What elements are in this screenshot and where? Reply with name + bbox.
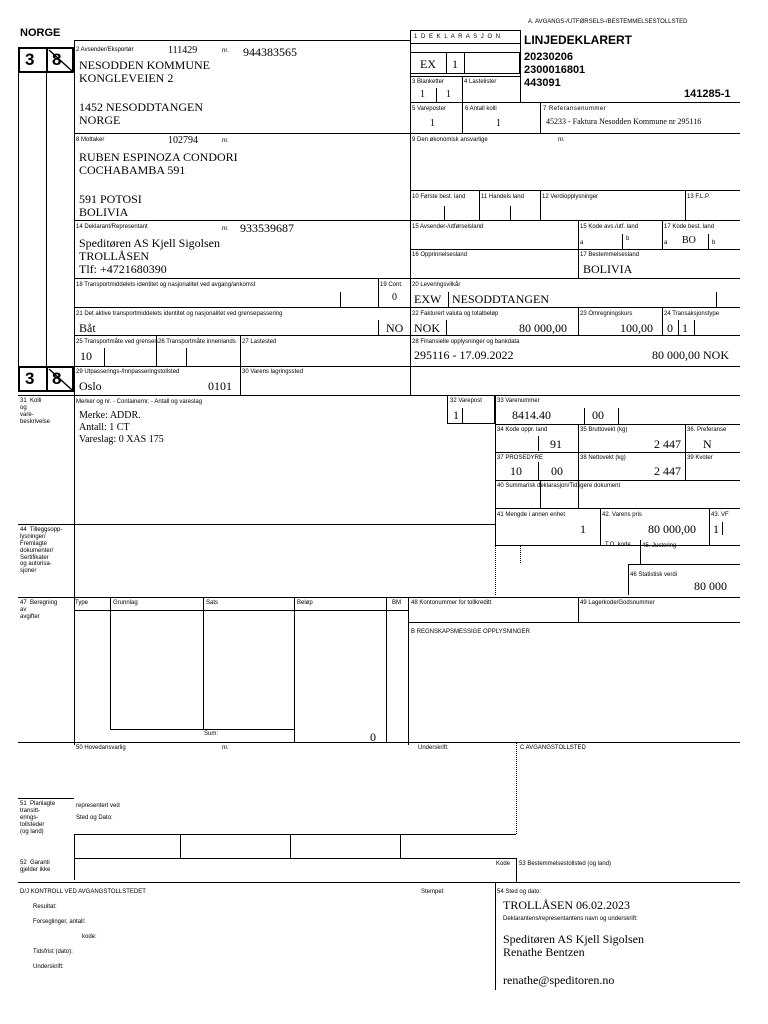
field-dj-label: D/J KONTROLL VED AVGANGSTOLLSTEDET: [20, 889, 146, 895]
commodity-code-extra: 00: [592, 408, 604, 422]
tax-col-type: Type: [75, 600, 89, 606]
declarant-name: Speditøren AS Kjell Sigolsen: [79, 236, 220, 250]
field-17a-label: 17 Kode best. land: [664, 224, 715, 230]
field-54-label: 54 Sted og dato:: [497, 889, 542, 895]
stamp-label: Stempel:: [421, 889, 445, 895]
consignee-name: RUBEN ESPINOZA CONDORI: [79, 150, 238, 164]
exporter-orgnr: 944383565: [243, 45, 297, 59]
strike-icon: [46, 47, 74, 73]
field-25-label: 25 Transportmåte ved grensen: [76, 339, 158, 345]
goods-count: Antall: 1 CT: [79, 422, 130, 433]
delivery-terms-code: EXW: [414, 292, 442, 306]
commodity-code: 8414.40: [512, 408, 551, 422]
field-39-label: 39 Kvoter: [687, 455, 713, 461]
container-flag: 0: [392, 292, 397, 303]
field-15a-label: 15 Kode avs./utf. land: [580, 224, 639, 230]
tax-sum: 0: [370, 730, 376, 744]
field-31-label: Merker og nr. - Containernr. - Antall og vareslag: [76, 399, 203, 405]
exit-office-place: Oslo: [79, 379, 102, 393]
tax-col-base: Grunnlag: [113, 600, 138, 606]
exporter-country: NORGE: [79, 113, 121, 127]
package-count: 1: [496, 118, 501, 129]
exporter-number: 111429: [168, 45, 198, 56]
declarant-orgnr: 933539687: [240, 221, 294, 235]
sheet-number-bottom: 3: [25, 369, 35, 388]
strike-icon: [46, 366, 74, 392]
financial-reference: 295116 - 17.09.2022: [414, 348, 514, 362]
tax-col-bm: BM: [392, 600, 401, 606]
control-signature-label: Underskrift:: [33, 964, 64, 970]
field-37-label: 37 PROSEDYRE: [497, 455, 544, 461]
copy-label: A. AVGANGS-/UTFØRSELS-/BESTEMMELSESTOLLSTED: [528, 19, 688, 25]
declaration-type: EX: [420, 57, 436, 71]
item-count: 1: [430, 118, 435, 129]
field-43-label: 43. VF: [711, 512, 729, 518]
reference-number: 45233 - Faktura Nesodden Kommune nr 295116: [546, 117, 702, 126]
statistical-value: 80 000: [694, 579, 727, 593]
net-weight: 2 447: [654, 464, 681, 478]
consignee-street: COCHABAMBA 591: [79, 163, 186, 177]
field-12-label: 12 Verdiopplysninger: [542, 194, 599, 200]
signature-label: Underskrift:: [418, 745, 449, 751]
forms-a: 1: [420, 89, 425, 100]
field-11-label: 11 Handels land: [481, 194, 524, 200]
transaction-type-a: 0: [667, 321, 673, 335]
reference-right: 141285-1: [684, 88, 731, 100]
field-32-label: 32 Varepost: [450, 398, 482, 404]
declaration-code: 1: [452, 57, 458, 71]
field-26-label: 26 Transportmåte innenlands: [158, 339, 236, 345]
declaration-place-date: TROLLÅSEN 06.02.2023: [503, 898, 630, 912]
declarant-signature-label: Deklarantens/representantens navn og underskrift:: [503, 916, 638, 922]
exporter-name: NESODDEN KOMMUNE: [79, 58, 210, 72]
field-30-label: 30 Varens lagringssted: [242, 369, 303, 375]
tax-col-rate: Sats: [206, 600, 219, 606]
field-40-label: 40 Summarisk deklarasjon/Tidligere dokument: [497, 483, 621, 489]
to-code-label: T.O. kode: [605, 542, 631, 548]
declarant-email: renathe@speditoren.no: [503, 973, 615, 987]
tax-col-amount: Beløp: [297, 600, 313, 606]
border-transport-nationality: NO: [386, 321, 404, 335]
destination-country: BOLIVIA: [583, 262, 633, 276]
seal-code-label: kode:: [82, 934, 97, 940]
field-38-label: 38 Nettovekt (kg): [580, 455, 626, 461]
reference-line-1: 20230206: [524, 51, 573, 63]
consignee-country: BOLIVIA: [79, 205, 129, 219]
goods-marks: Merke: ADDR.: [79, 410, 141, 421]
procedure-a: 10: [510, 464, 522, 478]
field-8-label: 8 Mottaker: [76, 137, 105, 143]
field-49-label: 49 Lagerkode/Godsnummer: [580, 600, 655, 606]
field-34-label: 34 Kode oppr. land: [497, 427, 548, 433]
field-42-label: 42. Varens pris: [602, 512, 642, 518]
reference-line-2: 2300016801: [524, 64, 586, 76]
destination-country-code: BO: [682, 235, 696, 246]
field-18-label: 18 Transportmiddelets identitet og nasjonalitet ved avgang/ankomst: [76, 282, 256, 288]
status-title: LINJEDEKLARERT: [524, 33, 633, 47]
field-2-label: 2 Avsender/Eksportør: [76, 47, 134, 53]
field-44-side-label: 44 Tilleggsopp- lysninger/ Fremlagte dokumenter/ Sertifikater og autorisa- sjoner: [20, 527, 63, 575]
field-3-label: 3 Blanketter: [412, 79, 445, 85]
field-9-label: 9 Den økonomisk ansvarlige: [412, 137, 488, 143]
exchange-rate: 100,00: [620, 321, 653, 335]
transaction-type-b: 1: [682, 321, 688, 335]
procedure-b: 00: [551, 464, 563, 478]
valuation-method: 1: [713, 522, 719, 536]
declarant-phone: Tlf: +4721680390: [79, 262, 167, 276]
deadline-label: Tidsfrist (dato):: [33, 949, 73, 955]
field-27-label: 27 Lastested: [242, 339, 277, 345]
field-7-label: 7 Referansenummer: [543, 106, 607, 112]
origin-country-code: 91: [550, 437, 562, 451]
field-6-label: 6 Antall kolli: [465, 106, 497, 112]
field-1-label: 1 D E K L A R A S J O N: [414, 34, 502, 40]
delivery-place: NESODDTANGEN: [452, 292, 550, 306]
sheet-total-top: 8: [52, 50, 62, 69]
exit-office-code: 0101: [208, 379, 232, 393]
exporter-city: 1452 NESODDTANGEN: [79, 100, 204, 114]
exporter-street: KONGLEVEIEN 2: [79, 71, 174, 85]
field-4-label: 4 Lastelister: [464, 79, 497, 85]
border-transport: Båt: [79, 321, 96, 335]
field-5-label: 5 Vareposter: [412, 106, 446, 112]
field-45-label: 45. Justering: [642, 543, 677, 549]
field-10-label: 10 Første best. land: [412, 194, 466, 200]
field-46-label: 46 Statistisk verdi: [630, 572, 678, 578]
field-b-label: B REGNSKAPSMESSIGE OPPLYSNINGER: [411, 629, 530, 635]
gross-weight: 2 447: [654, 437, 681, 451]
field-31-side-label: 31 Kolli og vare- beskrivelse: [20, 398, 51, 425]
consignee-number: 102794: [168, 135, 198, 146]
field-20-label: 20 Leveringsvilkår: [412, 282, 461, 288]
supplementary-quantity: 1: [580, 522, 586, 536]
field-21-label: 21 Det aktive transportmiddelets identitet og nasjonalitet ved grensepassering: [76, 311, 283, 317]
sheet-total-bottom: 8: [52, 369, 62, 388]
tax-sum-label: Sum:: [204, 731, 219, 737]
item-number: 1: [453, 408, 459, 422]
field-29-label: 29 Utpasserings-/Innpasseringstollsted: [76, 369, 180, 375]
field-22-label: 22 Fakturert valuta og totalbeløp: [412, 311, 499, 317]
invoice-amount: 80 000,00: [519, 321, 567, 335]
field-51-side-label: 51 Planlagte transitt- erings- tollsteder (og land): [20, 801, 56, 835]
field-c-label: C AVGANGSTOLLSTED: [520, 745, 586, 751]
field-52-side-label: 52 Garanti gjelder ikke: [20, 860, 51, 873]
field-23-label: 23 Omregningskurs: [580, 311, 633, 317]
field-33-label: 33 Varenummer: [497, 398, 540, 404]
field-53-label: 53 Bestemmelsestollsted (og land): [519, 861, 612, 867]
field-28-label: 28 Finansielle opplysninger og bankdata: [412, 339, 520, 345]
field-16-label: 16 Opprinnelsesland: [412, 252, 468, 258]
declarant-company: Speditøren AS Kjell Sigolsen: [503, 932, 644, 946]
consignee-city: 591 POTOSI: [79, 192, 142, 206]
country-label: NORGE: [20, 27, 61, 39]
item-price: 80 000,00: [648, 522, 696, 536]
field-35-label: 35 Bruttovekt (kg): [580, 427, 628, 433]
field-50-label: 50 Hovedansvarlig: [76, 745, 126, 751]
field-14-label: 14 Deklarant/Representant: [76, 224, 148, 230]
preference: N: [703, 437, 712, 451]
field-24-label: 24 Transaksjonstype: [664, 311, 720, 317]
field-19-label: 19 Cont.: [380, 282, 403, 288]
field-17-label: 17 Bestemmelsesland: [580, 252, 640, 258]
sheet-number-top: 3: [25, 50, 35, 69]
represented-by-label: representert ved: [76, 803, 120, 809]
seals-label: Forseglinger, antall:: [33, 919, 86, 925]
financial-amount: 80 000,00 NOK: [652, 348, 729, 362]
forms-b: 1: [446, 89, 451, 100]
goods-kind: Vareslag: 0 XAS 175: [79, 434, 164, 445]
place-date-label: Sted og Dato:: [76, 815, 113, 821]
field-15-label: 15 Avsender-/utførselsland: [412, 224, 484, 230]
field-36-label: 36. Preferanse: [687, 427, 727, 433]
control-result-label: Resultat:: [33, 904, 57, 910]
field-48-label: 48 Kontonummer for tollkreditt: [411, 600, 492, 606]
declarant-person: Renathe Bentzen: [503, 945, 585, 959]
invoice-currency: NOK: [414, 321, 440, 335]
field-41-label: 41 Mengde i annen enhet: [497, 512, 566, 518]
reference-line-3: 443091: [524, 77, 561, 89]
field-13-label: 13 F.L.P.: [687, 194, 710, 200]
guarantee-code-label: Kode: [496, 861, 511, 867]
declarant-city: TROLLÅSEN: [79, 249, 149, 263]
field-47-side-label: 47 Beregning av avgifter: [20, 600, 58, 620]
border-transport-mode: 10: [80, 349, 92, 363]
